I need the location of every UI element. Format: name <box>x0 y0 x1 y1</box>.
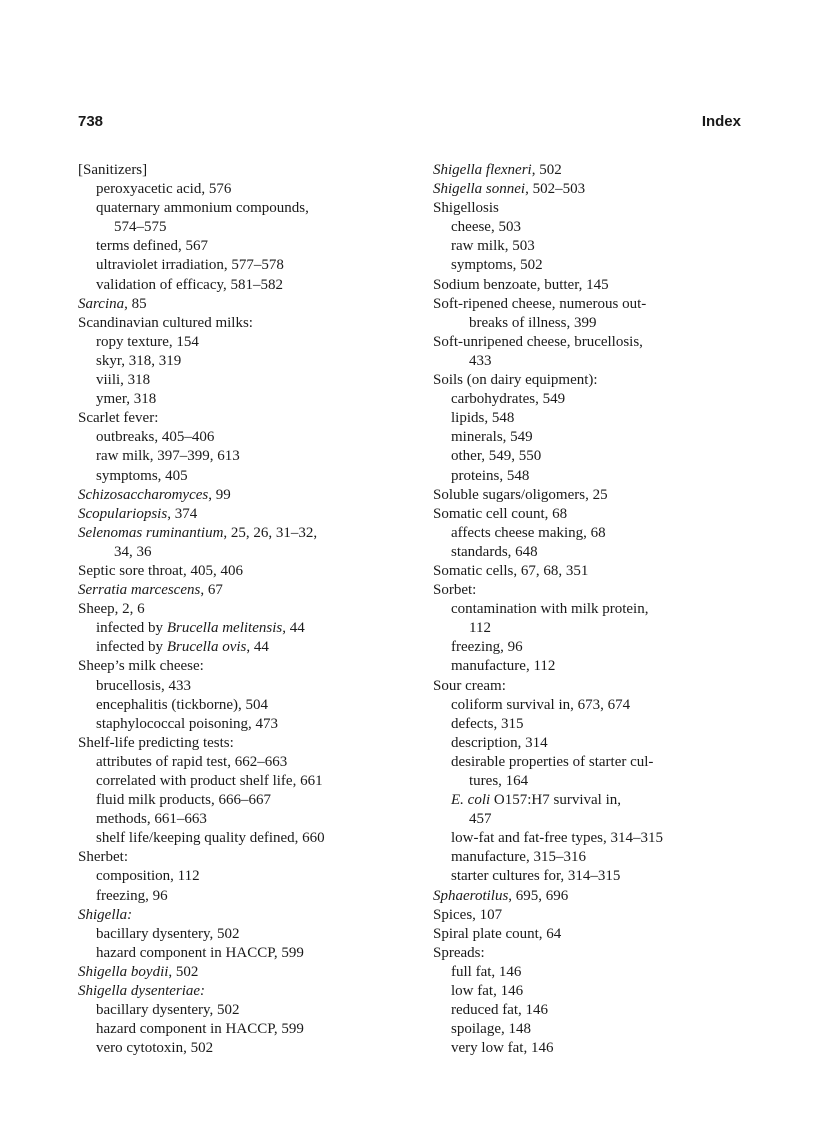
entry-text: Sour cream: <box>433 677 506 694</box>
index-subentry <box>78 753 398 772</box>
entry-text: starter cultures for, 314–315 <box>451 868 621 885</box>
entry-text: contamination with milk protein, <box>451 601 649 618</box>
entry-text: carbohydrates, 549 <box>451 391 566 408</box>
index-subentry <box>433 1020 753 1039</box>
index-entry <box>433 276 753 295</box>
entry-text: manufacture, 315–316 <box>451 849 586 866</box>
index-subentry <box>433 314 753 333</box>
entry-text: , 502 <box>168 963 199 980</box>
entry-text: Spreads: <box>433 944 485 961</box>
entry-text: , 502 <box>531 162 562 178</box>
index-subentry <box>78 276 398 295</box>
entry-text: Scarlet fever: <box>78 410 159 427</box>
entry-text: , 85 <box>124 295 147 312</box>
entry-text: low-fat and fat-free types, 314–315 <box>451 830 664 847</box>
entry-text: 433 <box>469 352 492 369</box>
index-subentry <box>433 982 753 1001</box>
index-subentry <box>78 333 398 352</box>
index-entry <box>433 161 753 180</box>
index-entry <box>433 906 753 925</box>
index-column-left <box>78 161 398 1058</box>
index-subentry <box>433 352 753 371</box>
entry-text: , 67 <box>200 582 223 599</box>
entry-text: Shigella flexneri <box>433 162 532 178</box>
index-entry <box>78 161 398 180</box>
index-entry <box>78 295 398 314</box>
page-header <box>78 113 741 135</box>
index-subentry <box>433 963 753 982</box>
entry-text: other, 549, 550 <box>451 448 542 465</box>
index-subentry <box>433 428 753 447</box>
entry-text: standards, 648 <box>451 543 538 560</box>
entry-text: Spiral plate count, 64 <box>433 925 562 942</box>
entry-text: 112 <box>469 620 491 637</box>
entry-text: minerals, 549 <box>451 429 533 446</box>
entry-text: desirable properties of starter cul- <box>451 753 654 770</box>
entry-text: , 695, 696 <box>508 887 569 904</box>
index-entry <box>78 906 398 925</box>
entry-text: infected by <box>96 639 167 656</box>
index-entry <box>78 600 398 619</box>
index-subentry <box>433 600 753 619</box>
entry-text: outbreaks, 405–406 <box>96 429 215 446</box>
entry-text: validation of efficacy, 581–582 <box>96 276 284 293</box>
entry-text: correlated with product shelf life, 661 <box>96 773 323 789</box>
entry-text: vero cytotoxin, 502 <box>96 1040 214 1057</box>
index-entry <box>78 486 398 505</box>
entry-text: peroxyacetic acid, 576 <box>96 181 232 198</box>
index-subentry <box>78 1001 398 1020</box>
entry-text: viili, 318 <box>96 372 151 389</box>
entry-text: raw milk, 503 <box>451 238 535 255</box>
entry-text: fluid milk products, 666–667 <box>96 792 271 809</box>
entry-text: attributes of rapid test, 662–663 <box>96 753 288 770</box>
index-subentry <box>78 944 398 963</box>
entry-text: brucellosis, 433 <box>96 677 191 694</box>
entry-text: 457 <box>469 811 492 828</box>
entry-text: freezing, 96 <box>96 887 168 904</box>
index-entry <box>433 581 753 600</box>
index-entry <box>433 371 753 390</box>
index-subentry <box>433 218 753 237</box>
entry-text: Somatic cells, 67, 68, 351 <box>433 562 589 579</box>
entry-text: lipids, 548 <box>451 410 515 427</box>
index-subentry <box>433 753 753 772</box>
entry-text: manufacture, 112 <box>451 658 556 675</box>
index-subentry <box>433 829 753 848</box>
index-entry <box>78 982 398 1001</box>
entry-text: Scopulariopsis <box>78 505 168 522</box>
index-subentry <box>433 447 753 466</box>
index-entry <box>433 180 753 199</box>
entry-text: Shelf-life predicting tests: <box>78 734 234 751</box>
entry-text: [Sanitizers] <box>78 162 148 178</box>
index-subentry <box>78 696 398 715</box>
entry-text: Shigellosis <box>433 200 499 217</box>
index-entry <box>433 562 753 581</box>
entry-text: Shigella sonnei <box>433 181 526 198</box>
entry-text: Soft-ripened cheese, numerous out- <box>433 295 647 312</box>
index-entry <box>433 505 753 524</box>
index-subentry <box>78 428 398 447</box>
running-title: Index <box>701 113 741 130</box>
entry-text: Shigella dysenteriae: <box>78 983 206 1000</box>
entry-text: Sheep’s milk cheese: <box>78 658 204 675</box>
index-subentry <box>78 810 398 829</box>
index-subentry <box>433 734 753 753</box>
index-subentry <box>78 677 398 696</box>
index-subentry <box>78 887 398 906</box>
entry-text: Brucella ovis <box>166 639 247 656</box>
index-entry <box>78 562 398 581</box>
index-subentry <box>78 447 398 466</box>
index-subentry <box>78 352 398 371</box>
entry-text: proteins, 548 <box>451 467 530 484</box>
entry-text: , 374 <box>167 505 198 522</box>
entry-text: methods, 661–663 <box>96 811 207 828</box>
entry-text: very low fat, 146 <box>451 1040 554 1057</box>
index-subentry <box>78 772 398 791</box>
entry-text: Soils (on dairy equipment): <box>433 372 598 389</box>
index-entry <box>433 944 753 963</box>
entry-text: Selenomas ruminantium <box>78 524 224 541</box>
index-entry <box>78 848 398 867</box>
index-subentry <box>433 256 753 275</box>
entry-text: skyr, 318, 319 <box>96 352 182 369</box>
index-subentry <box>78 638 398 657</box>
entry-text: O157:H7 survival in, <box>490 792 621 809</box>
entry-text: Soluble sugars/oligomers, 25 <box>433 486 608 503</box>
entry-text: quaternary ammonium compounds, <box>96 200 309 217</box>
entry-text: , 44 <box>246 639 269 656</box>
entry-text: spoilage, 148 <box>451 1021 531 1038</box>
index-subentry <box>78 619 398 638</box>
index-subentry <box>433 409 753 428</box>
entry-text: low fat, 146 <box>451 983 524 1000</box>
index-entry <box>433 677 753 696</box>
index-subentry <box>78 180 398 199</box>
entry-text: hazard component in HACCP, 599 <box>96 944 304 961</box>
index-subentry <box>78 867 398 886</box>
entry-text: bacillary dysentery, 502 <box>96 925 240 942</box>
index-subentry <box>433 772 753 791</box>
index-entry <box>433 925 753 944</box>
index-subentry <box>433 657 753 676</box>
entry-text: Shigella: <box>78 906 133 923</box>
entry-text: shelf life/keeping quality defined, 660 <box>96 830 325 847</box>
entry-text: Septic sore throat, 405, 406 <box>78 562 243 579</box>
index-entry <box>433 887 753 906</box>
index-subentry <box>433 619 753 638</box>
index-entry <box>78 314 398 333</box>
index-subentry <box>78 715 398 734</box>
index-subentry <box>78 237 398 256</box>
entry-text: 574–575 <box>114 219 167 236</box>
entry-text: description, 314 <box>451 734 548 751</box>
entry-text: composition, 112 <box>96 868 200 885</box>
entry-text: 34, 36 <box>114 543 152 560</box>
index-subentry <box>433 638 753 657</box>
entry-text: staphylococcal poisoning, 473 <box>96 715 279 732</box>
entry-text: bacillary dysentery, 502 <box>96 1002 240 1019</box>
entry-text: , 99 <box>208 486 231 503</box>
entry-text: terms defined, 567 <box>96 238 209 255</box>
index-subentry <box>433 467 753 486</box>
entry-text: affects cheese making, 68 <box>451 524 606 541</box>
index-subentry <box>78 1039 398 1058</box>
index-entry <box>78 734 398 753</box>
entry-text: , 44 <box>282 620 305 637</box>
index-subentry <box>78 791 398 810</box>
index-subentry <box>433 791 753 810</box>
index-entry <box>78 581 398 600</box>
entry-text: defects, 315 <box>451 715 524 732</box>
index-subentry <box>433 715 753 734</box>
index-subentry <box>433 390 753 409</box>
entry-text: Schizosaccharomyces <box>78 486 209 503</box>
entry-text: Spices, 107 <box>433 906 503 923</box>
entry-text: hazard component in HACCP, 599 <box>96 1021 304 1038</box>
entry-text: reduced fat, 146 <box>451 1002 549 1019</box>
entry-text: Serratia marcescens <box>78 582 201 599</box>
entry-text: , 502–503 <box>525 181 586 198</box>
index-entry <box>78 657 398 676</box>
index-entry <box>78 963 398 982</box>
index-entry <box>433 199 753 218</box>
index-entry <box>433 295 753 314</box>
index-subentry <box>433 524 753 543</box>
entry-text: Shigella boydii <box>78 963 169 980</box>
entry-text: full fat, 146 <box>451 963 522 980</box>
entry-text: ymer, 318 <box>96 391 157 408</box>
entry-text: symptoms, 405 <box>96 467 188 484</box>
index-subentry <box>433 810 753 829</box>
index-subentry <box>78 199 398 218</box>
index-entry <box>78 505 398 524</box>
entry-text: Sodium benzoate, butter, 145 <box>433 276 609 293</box>
entry-text: Sphaerotilus <box>433 887 509 904</box>
entry-text: encephalitis (tickborne), 504 <box>96 696 269 713</box>
index-subentry <box>78 467 398 486</box>
entry-text: infected by <box>96 620 167 637</box>
index-subentry <box>433 696 753 715</box>
entry-text: tures, 164 <box>469 773 529 789</box>
index-subentry <box>78 925 398 944</box>
index-column-right <box>433 161 753 1058</box>
index-subentry <box>78 829 398 848</box>
entry-text: ultraviolet irradiation, 577–578 <box>96 257 284 274</box>
index-entry <box>433 486 753 505</box>
index-subentry <box>78 218 398 237</box>
index-subentry <box>433 1039 753 1058</box>
index-subentry <box>433 237 753 256</box>
index-subentry <box>78 1020 398 1039</box>
entry-text: Brucella melitensis <box>166 620 283 637</box>
index-subentry <box>433 1001 753 1020</box>
entry-text: Soft-unripened cheese, brucellosis, <box>433 333 643 350</box>
index-entry <box>433 333 753 352</box>
index-entry <box>78 524 398 543</box>
entry-text: Sorbet: <box>433 582 477 599</box>
entry-text: , 25, 26, 31–32, <box>223 524 318 541</box>
index-subentry <box>433 867 753 886</box>
entry-text: breaks of illness, 399 <box>469 314 597 331</box>
entry-text: Sarcina <box>78 295 125 312</box>
index-subentry <box>78 256 398 275</box>
entry-text: coliform survival in, 673, 674 <box>451 696 631 713</box>
entry-text: E. coli <box>451 792 491 809</box>
entry-text: freezing, 96 <box>451 639 523 656</box>
entry-text: symptoms, 502 <box>451 257 543 274</box>
index-entry <box>78 409 398 428</box>
index-subentry <box>78 543 398 562</box>
entry-text: cheese, 503 <box>451 219 521 236</box>
page-number: 738 <box>78 113 104 130</box>
entry-text: Sheep, 2, 6 <box>78 601 145 618</box>
index-subentry <box>78 390 398 409</box>
entry-text: raw milk, 397–399, 613 <box>96 448 240 465</box>
index-subentry <box>433 543 753 562</box>
entry-text: Sherbet: <box>78 849 128 866</box>
index-subentry <box>78 371 398 390</box>
entry-text: Scandinavian cultured milks: <box>78 314 253 331</box>
entry-text: ropy texture, 154 <box>96 333 199 350</box>
entry-text: Somatic cell count, 68 <box>433 505 568 522</box>
index-subentry <box>433 848 753 867</box>
